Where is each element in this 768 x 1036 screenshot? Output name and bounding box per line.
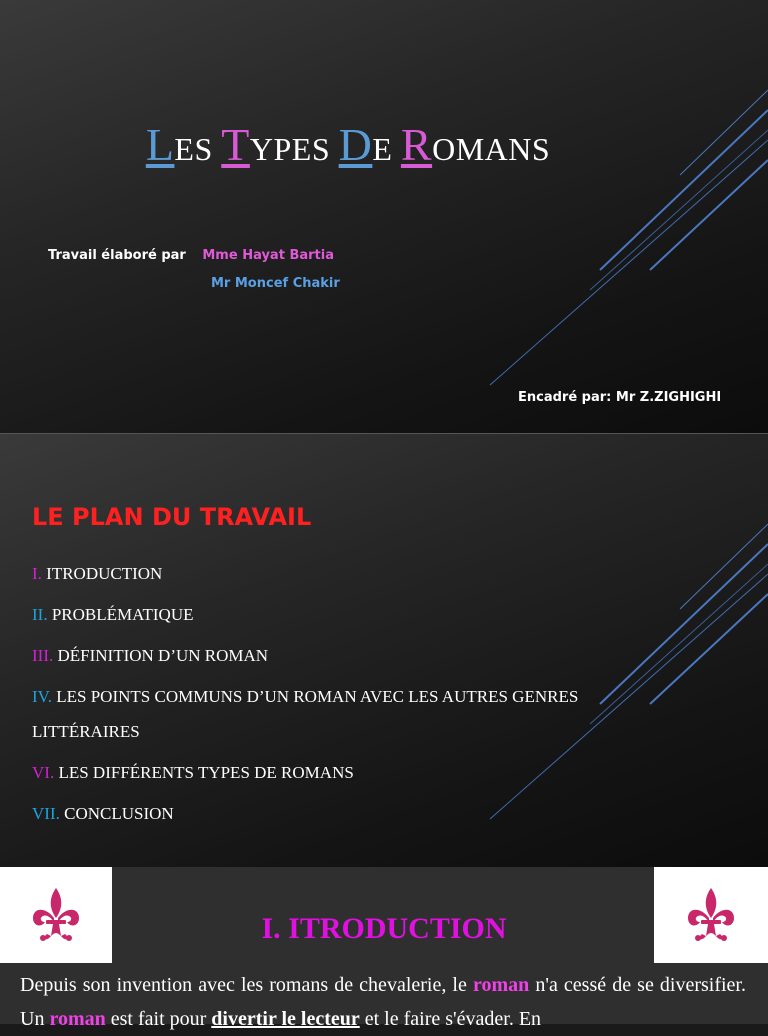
- plan-item-number: II.: [32, 605, 48, 624]
- plan-list: [32, 556, 602, 837]
- plan-item: [32, 556, 602, 591]
- plan-item-number: IV.: [32, 687, 52, 706]
- title-word-rest: OMANS: [432, 131, 551, 167]
- paragraph-text: est fait pour: [105, 1008, 212, 1030]
- title-initial-letter: T: [221, 119, 250, 170]
- presentation-title: [0, 118, 696, 171]
- paragraph-text: n'a cessé de se diversifier. Un: [20, 974, 746, 1030]
- title-initial-letter: D: [338, 119, 373, 170]
- decorative-lines: [0, 0, 768, 433]
- credits-line-2: [211, 276, 340, 291]
- plan-item-text: LES POINTS COMMUNS D’UN ROMAN AVEC LES AUTRES GENRES LITTÉRAIRES: [32, 687, 579, 741]
- highlight-roman: roman: [49, 1008, 106, 1030]
- plan-item: [32, 679, 602, 749]
- introduction-paragraph: [20, 968, 746, 1036]
- title-word-rest: E: [372, 131, 401, 167]
- title-initial-letter: R: [400, 119, 433, 170]
- plan-item-text: ITRODUCTION: [41, 564, 163, 583]
- title-initial-letter: L: [145, 119, 175, 170]
- supervisor-line: [518, 390, 721, 405]
- highlight-divertir: divertir le lecteur: [211, 1008, 360, 1030]
- plan-item: [32, 755, 602, 790]
- supervisor-name: Mr Z.ZIGHIGHI: [615, 390, 722, 405]
- title-slide: [0, 0, 768, 433]
- plan-item: [32, 796, 602, 831]
- title-word-rest: ES: [174, 131, 222, 167]
- plan-item: [32, 597, 602, 632]
- paragraph-text: et le faire s'évader. En: [359, 1008, 542, 1030]
- plan-item-text: PROBLÉMATIQUE: [47, 605, 194, 624]
- plan-item-number: VII.: [32, 804, 60, 823]
- title-word-rest: YPES: [249, 131, 339, 167]
- credits-line-1: [48, 248, 334, 263]
- plan-item-text: LES DIFFÉRENTS TYPES DE ROMANS: [54, 763, 354, 782]
- author-1: Mme Hayat Bartia: [202, 248, 334, 263]
- plan-item-number: VI.: [32, 763, 55, 782]
- supervisor-label: Encadré par:: [518, 390, 612, 405]
- paragraph-text: Depuis son invention avec les romans de chevalerie, le: [20, 974, 473, 996]
- highlight-roman: roman: [472, 974, 530, 996]
- plan-item-text: DÉFINITION D’UN ROMAN: [53, 646, 269, 665]
- plan-item-text: CONCLUSION: [59, 804, 174, 823]
- author-2: Mr Moncef Chakir: [211, 276, 340, 291]
- credits-prefix: Travail élaboré par: [48, 248, 186, 263]
- plan-heading: LE PLAN DU TRAVAIL: [32, 503, 312, 531]
- plan-item-number: III.: [32, 646, 54, 665]
- plan-item: [32, 638, 602, 673]
- plan-item-number: I.: [32, 564, 42, 583]
- introduction-heading: I. ITRODUCTION: [261, 912, 507, 945]
